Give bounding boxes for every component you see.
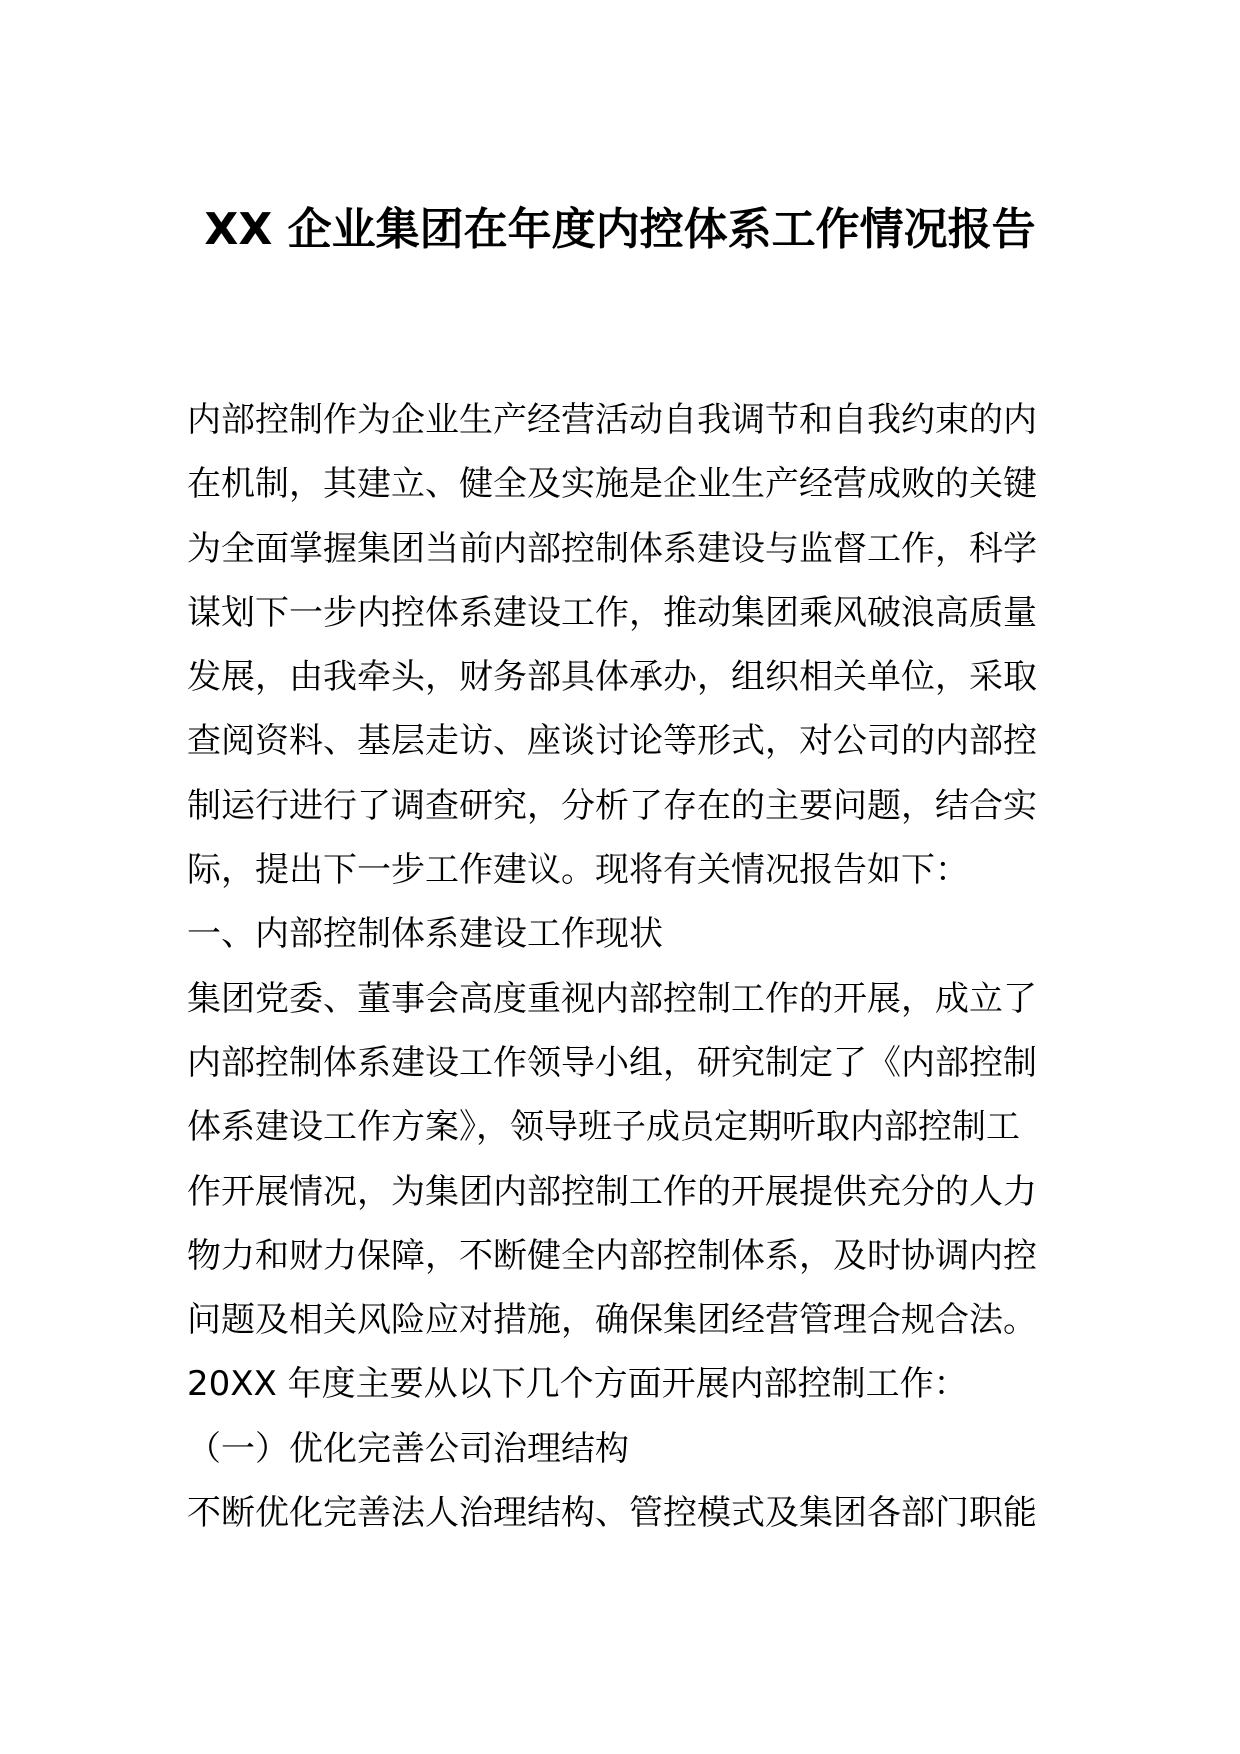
body-line: 际，提出下一步工作建议。现将有关情况报告如下： (187, 850, 969, 891)
body-line: 查阅资料、基层走访、座谈讨论等形式，对公司的内部控 (187, 721, 1037, 762)
body-line: 问题及相关风险应对措施，确保集团经营管理合规合法。 (187, 1300, 1037, 1341)
body-line: 发展，由我牵头，财务部具体承办，组织相关单位，采取 (187, 657, 1037, 698)
body-line: 物力和财力保障，不断健全内部控制体系，及时协调内控 (187, 1235, 1037, 1276)
body-line: 不断优化完善法人治理结构、管控模式及集团各部门职能 (187, 1493, 1037, 1534)
document-title: XX 企业集团在年度内控体系工作情况报告 (204, 204, 1036, 255)
body-line: 内部控制体系建设工作领导小组，研究制定了《内部控制 (187, 1042, 1037, 1083)
body-line: 内部控制作为企业生产经营活动自我调节和自我约束的内 (187, 400, 1037, 440)
section-heading: 一、内部控制体系建设工作现状 (187, 914, 663, 955)
body-line: 制运行进行了调查研究，分析了存在的主要问题，结合实 (187, 785, 1037, 826)
body-line: 集团党委、董事会高度重视内部控制工作的开展，成立了 (187, 978, 1037, 1019)
subsection-heading: （一）优化完善公司治理结构 (187, 1428, 629, 1469)
body-line: 作开展情况，为集团内部控制工作的开展提供充分的人力 (187, 1171, 1037, 1212)
body-line: 体系建设工作方案》，领导班子成员定期听取内部控制工 (187, 1107, 1020, 1148)
document-body (187, 388, 1067, 1545)
body-line: 为全面掌握集团当前内部控制体系建设与监督工作，科学 (187, 528, 1037, 569)
body-line: 20XX 年度主要从以下几个方面开展内部控制工作： (187, 1364, 968, 1405)
body-line: 谋划下一步内控体系建设工作，推动集团乘风破浪高质量 (187, 592, 1037, 633)
body-line: 在机制，其建立、健全及实施是企业生产经营成败的关键 (187, 464, 1037, 505)
